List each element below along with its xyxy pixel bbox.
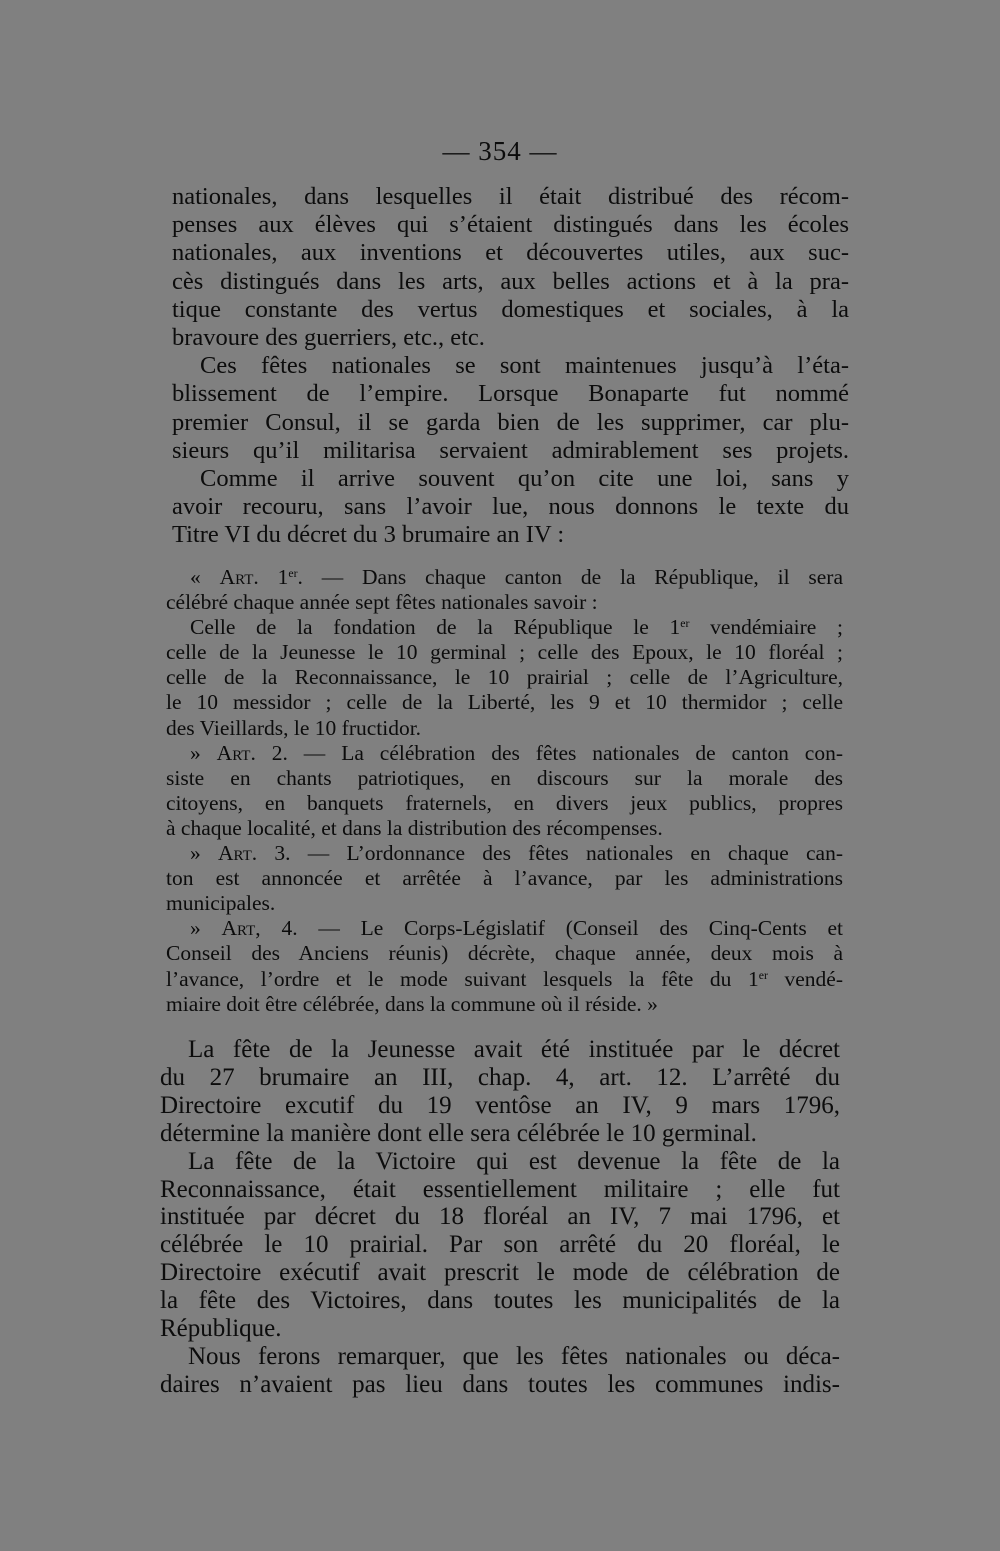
text-line: daires n’avaient pas lieu dans toutes les communes indis- [160,1370,840,1398]
text-line: Ces fêtes nationales se sont maintenues jusqu’à l’éta- [200,352,849,380]
article-text: 2. — La célébration des fêtes nationales de canton con- [255,740,843,765]
article-label: Art. [219,565,259,589]
text-line: ton est annoncée et arrêtée à l’avance, par les administrations [166,866,843,891]
text-line: Nous ferons remarquer, que les fêtes nationales ou déca- [188,1342,840,1370]
text-line: la fête des Victoires, dans toutes les municipalités de la [160,1287,840,1315]
text-line: miaire doit être célébrée, dans la commune où il réside. » [166,991,658,1016]
text-line [166,967,843,992]
text-line: municipales. [166,891,276,916]
article-label: Art. [217,841,258,866]
article-label: Art. [216,740,256,765]
article-text: . — Dans chaque canton de la République, il sera [297,565,844,589]
text-line: celle de la Reconnaissance, le 10 prairial ; celle de l’Agriculture, [166,665,843,690]
text-line: Directoire exécutif avait prescrit le mode de célébration de [160,1259,840,1287]
text-line: le 10 messidor ; celle de la Liberté, les 9 et 10 thermidor ; celle [166,690,843,715]
text-line: nationales, dans lesquelles il était distribué des récom- [172,183,849,210]
article-3-line [166,841,843,866]
text-line: Reconnaissance, était essentiellement militaire ; elle fut [160,1175,840,1203]
text-line: penses aux élèves qui s’étaient distingués dans les écoles [172,211,849,239]
decree-quotation [166,565,843,1017]
superscript: er [288,565,298,580]
text-line: célébrée le 10 prairial. Par son arrêté du 20 floréal, le [160,1231,840,1259]
article-number: 1 [277,565,289,589]
text-line: premier Consul, il se garda bien de les supprimer, car plu- [172,408,849,436]
text-line: détermine la manière dont elle sera célébrée le 10 germinal. [160,1119,757,1147]
text-line: blissement de l’empire. Lorsque Bonaparte fut nommé [172,380,849,408]
feast-text: vendémiaire ; [689,615,843,640]
quote-mark: » [190,740,217,765]
article-label: Art, [221,916,261,941]
article-text: 3. — L’ordonnance des fêtes nationales en chaque can- [257,841,844,866]
text-line: République. [160,1315,282,1343]
text-line: du 27 brumaire an III, chap. 4, art. 12. L’arrêté du [160,1063,840,1091]
text-line: celle de la Jeunesse le 10 germinal ; celle des Epoux, le 10 floréal ; [166,640,843,665]
text-line: La fête de la Jeunesse avait été instituée par le décret [188,1036,840,1063]
article-text: vendé- [767,966,843,991]
feast-text: Celle de la fondation de la République le 1 [190,615,681,640]
quote-mark: » [190,841,218,866]
page-number: — 354 — [442,136,558,166]
text-line: nationales, aux inventions et découvertes utiles, aux suc- [172,239,849,267]
quote-mark: » [190,916,222,941]
article-2-line [166,741,843,766]
text-line: Directoire excutif du 19 ventôse an IV, 9 mars 1796, [160,1091,840,1119]
article-text: l’avance, l’ordre et le mode suivant lesquels la fête du 1 [166,966,759,991]
text-line: célébré chaque année sept fêtes nationales savoir : [166,590,598,615]
text-line: bravoure des guerriers, etc., etc. [172,324,485,352]
feast-list-line [166,615,843,640]
text-line: sieurs qu’il militarisa servaient admirablement ses projets. [172,436,849,464]
text-line: avoir recouru, sans l’avoir lue, nous donnons le texte du [172,493,849,521]
text-line: cès distingués dans les arts, aux belles actions et à la pra- [172,267,849,295]
intro-paragraphs [172,183,849,550]
text-line: Comme il arrive souvent qu’on cite une loi, sans y [200,465,849,493]
text-line: siste en chants patriotiques, en discours sur la morale des [166,765,843,790]
article-4-line [166,916,843,941]
text-line: tique constante des vertus domestiques et sociales, à la [172,295,849,323]
article-1-line [166,565,843,590]
superscript: er [680,616,690,631]
quote-mark: « [190,565,220,589]
text-line: des Vieillards, le 10 fructidor. [166,715,422,740]
text-line: citoyens, en banquets fraternels, en divers jeux publics, propres [166,790,843,815]
article-text: 4. — Le Corps-Législatif (Conseil des Cinq-Cents et [260,916,843,941]
superscript: er [758,967,768,982]
text-line: Conseil des Anciens réunis) décrète, chaque année, deux mois à [166,941,843,966]
text-line: Titre VI du décret du 3 brumaire an IV : [172,521,565,549]
closing-paragraphs [160,1036,840,1399]
text-line: La fête de la Victoire qui est devenue la fête de la [188,1147,840,1175]
text-line: à chaque localité, et dans la distribution des récompenses. [166,815,663,840]
text-line: instituée par décret du 18 floréal an IV, 7 mai 1796, et [160,1203,840,1231]
